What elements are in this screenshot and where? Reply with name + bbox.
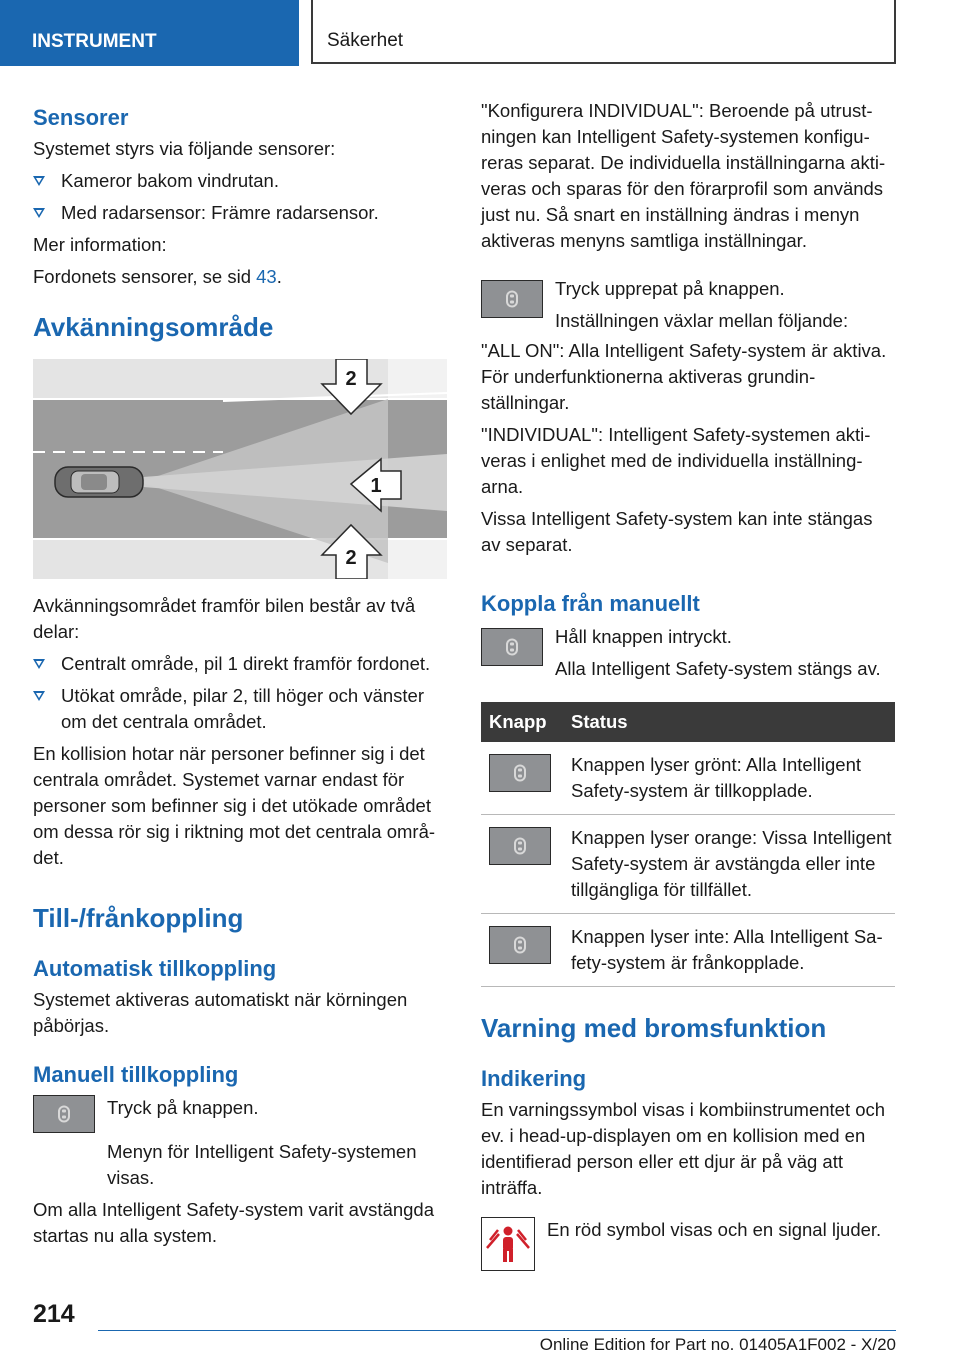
manual-heading: Manuell tillkoppling (33, 1062, 239, 1087)
manual-step: Tryck på knappen. (33, 1095, 447, 1133)
footer-edition: Online Edition for Part no. 01405A1F002 - X/20 (539, 1335, 896, 1354)
table-row: Knappen lyser orange: Vissa Intelligent Safety-system är avstängda eller inte tillgängliga för tillfället. (481, 815, 895, 914)
detection-heading: Avkänningsområde (33, 312, 274, 342)
safety-button-icon (58, 1106, 70, 1123)
safety-button-image (481, 628, 543, 666)
repeat-step: Tryck upprepat på knappen. Inställningen växlar mellan följande: (481, 276, 895, 334)
list-item: Centralt område, pil 1 direkt framför fordonet. (33, 651, 447, 677)
chapter-tab: INSTRUMENT (0, 0, 299, 66)
indication-heading: Indikering (481, 1066, 587, 1091)
sensors-intro: Systemet styrs via följande sensorer: (33, 138, 336, 159)
bullet-triangle-icon (33, 176, 45, 186)
red-symbol-row: En röd symbol visas och en signal ljuder. (481, 1217, 895, 1271)
svg-text:2: 2 (345, 547, 357, 569)
safety-button-image (489, 754, 551, 792)
section-title: Säkerhet (311, 0, 896, 64)
safety-button-image (481, 280, 543, 318)
safety-button-image (33, 1095, 95, 1133)
safety-button-image (489, 926, 551, 964)
car-icon (55, 467, 143, 497)
individual-text: "INDIVIDUAL": Intelligent Safety-systemen aktiveras i enlighet med de individuella inställningarna. (481, 424, 871, 497)
footer-divider (98, 1330, 896, 1331)
right-column (481, 98, 895, 1271)
col-header-status: Status (563, 702, 895, 742)
safety-button-image (489, 827, 551, 865)
list-item: Kameror bakom vindrutan. (33, 168, 447, 194)
safety-button-icon (514, 937, 526, 954)
indication-text: En varningssymbol visas i kombiinstrumentet och ev. i head-up-displayen om en kollision med en identifierad person eller ett djur är på väg att inträffa. (481, 1099, 886, 1198)
manual-note: Om alla Intelligent Safety-system varit avstängda startas nu alla system. (33, 1199, 435, 1246)
page-link[interactable]: 43 (256, 266, 277, 287)
manual-result: Menyn för Intelligent Safety-systemen visas. (107, 1141, 417, 1188)
all-on-text: "ALL ON": Alla Intelligent Safety-system är aktiva. För underfunktionerna aktiveras grundinställningar. (481, 340, 887, 413)
some-note: Vissa Intelligent Safety-system kan inte stängas av separat. (481, 508, 873, 555)
sensors-heading: Sensorer (33, 105, 129, 130)
list-item: Utökat område, pilar 2, till höger och vänster om det centrala området. (33, 683, 447, 735)
safety-button-icon (514, 838, 526, 855)
pedestrian-warning-icon (481, 1217, 535, 1271)
auto-text: Systemet aktiveras automatiskt när körningen påbörjas. (33, 989, 408, 1036)
list-item: Med radarsensor: Främre radarsensor. (33, 200, 447, 226)
detection-area-diagram (33, 359, 447, 579)
bullet-triangle-icon (33, 691, 45, 701)
safety-button-icon (514, 765, 526, 782)
page-number: 214 (33, 1300, 75, 1328)
warning-heading: Varning med bromsfunktion (481, 1013, 827, 1043)
safety-button-icon (506, 639, 518, 656)
table-row: Knappen lyser inte: Alla Intelligent Safety-system är frånkopplade. (481, 914, 895, 987)
hold-step: Håll knappen intryckt. Alla Intelligent Safety-system stängs av. (481, 624, 895, 682)
onoff-heading: Till-/frånkoppling (33, 903, 244, 933)
detection-text: En kollision hotar när personer befinner sig i det centrala området. Systemet varnar endast för personer som befinner sig i det utökade området om dessa rör sig i riktning mot det centrala området. (33, 743, 436, 868)
auto-heading: Automatisk tillkoppling (33, 956, 277, 981)
status-table (481, 702, 895, 987)
safety-button-icon (506, 291, 518, 308)
more-info-label: Mer information: (33, 234, 167, 255)
manual-off-heading: Koppla från manuellt (481, 591, 700, 616)
bullet-triangle-icon (33, 208, 45, 218)
bullet-triangle-icon (33, 659, 45, 669)
svg-text:2: 2 (345, 368, 357, 390)
left-column (33, 98, 447, 1249)
table-row: Knappen lyser grönt: Alla Intelligent Safety-system är tillkopplade. (481, 742, 895, 815)
cross-reference: Fordonets sensorer, se sid 43. (33, 266, 282, 287)
svg-text:1: 1 (370, 475, 382, 497)
config-text: "Konfigurera INDIVIDUAL": Beroende på utrustningen kan Intelligent Safety-systemen konfigureras separat. De individuella inställningarna aktiveras och sparas för den förarprofil som används just nu. Så snart en inställning ändras i menyn aktiveras menyns samtliga inställningar. (481, 100, 886, 251)
col-header-button: Knapp (481, 702, 563, 742)
detection-intro: Avkänningsområdet framför bilen består av två delar: (33, 595, 416, 642)
